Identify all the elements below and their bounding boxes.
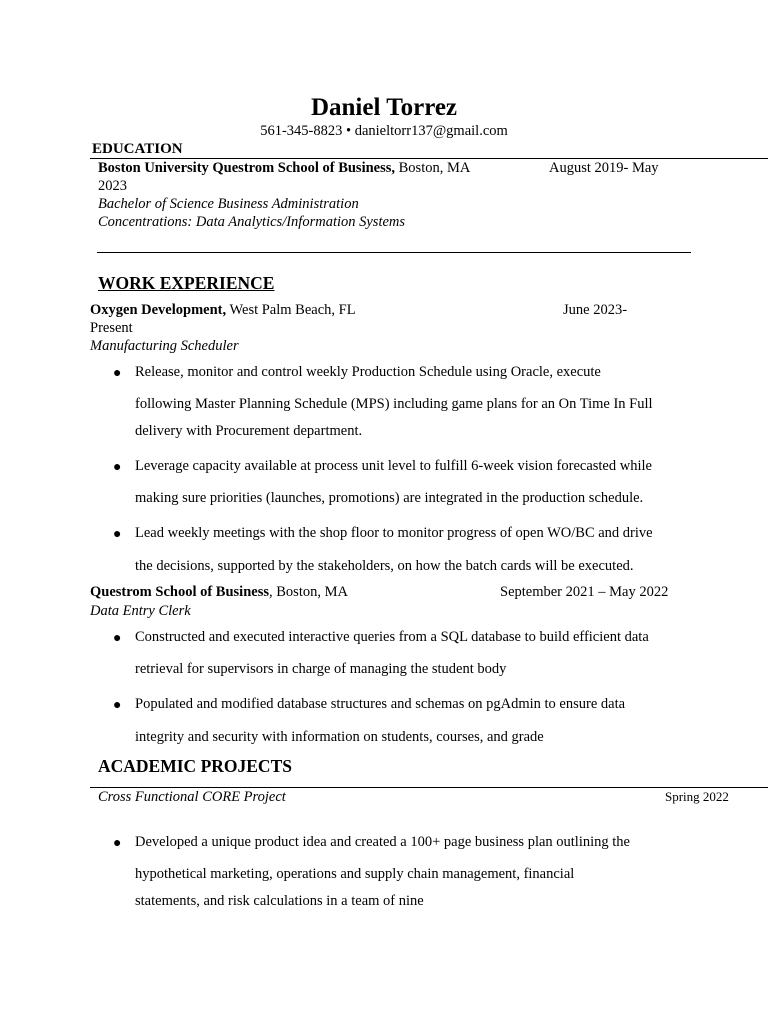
bullet-icon: ●: [113, 631, 122, 646]
projects-heading: ACADEMIC PROJECTS: [98, 756, 292, 776]
job-dates-cont: Present: [90, 320, 133, 336]
bullet-text: Release, monitor and control weekly Production Schedule using Oracle, execute: [135, 364, 601, 380]
bullet-icon: ●: [113, 527, 122, 542]
job-company-line: [90, 584, 348, 601]
job-dates: September 2021 – May 2022: [500, 584, 669, 600]
job-title: Manufacturing Scheduler: [90, 338, 239, 354]
bullet-icon: ●: [113, 836, 122, 851]
education-heading: EDUCATION: [92, 141, 183, 157]
bullet-text: Constructed and executed interactive queries from a SQL database to build efficient data: [135, 629, 649, 645]
education-school-line: [98, 160, 470, 177]
bullet-text: hypothetical marketing, operations and supply chain management, financial: [135, 866, 575, 882]
project-title: Cross Functional CORE Project: [98, 789, 286, 805]
education-degree: Bachelor of Science Business Administration: [98, 196, 359, 212]
bullet-text: the decisions, supported by the stakeholders, on how the batch cards will be executed.: [135, 558, 634, 574]
bullet-text: making sure priorities (launches, promotions) are integrated in the production schedule.: [135, 490, 644, 506]
job-dates: June 2023-: [563, 302, 628, 318]
resume-name: Daniel Torrez: [310, 94, 458, 121]
projects-divider: [90, 787, 768, 788]
education-location: Boston, MA: [395, 160, 471, 176]
bullet-text: following Master Planning Schedule (MPS) including game plans for an On Time In Full: [135, 396, 653, 412]
education-school: Boston University Questrom School of Business,: [98, 160, 396, 176]
job-location: West Palm Beach, FL: [226, 302, 356, 318]
bullet-text: Leverage capacity available at process unit level to fulfill 6-week vision forecasted while: [135, 458, 652, 474]
job-company-line: [90, 302, 356, 319]
work-heading: WORK EXPERIENCE: [98, 273, 275, 293]
education-dates: August 2019- May: [549, 160, 659, 176]
project-dates: Spring 2022: [665, 789, 729, 804]
bullet-icon: ●: [113, 460, 122, 475]
job-company: Oxygen Development,: [90, 302, 227, 318]
job-title: Data Entry Clerk: [90, 603, 191, 619]
bullet-icon: ●: [113, 366, 122, 381]
bullet-text: Populated and modified database structures and schemas on pgAdmin to ensure data: [135, 696, 626, 712]
bullet-text: Lead weekly meetings with the shop floor to monitor progress of open WO/BC and drive: [135, 525, 653, 541]
contact-line: 561-345-8823 • danieltorr137@gmail.com: [260, 123, 508, 139]
education-dates-cont: 2023: [98, 178, 127, 194]
bullet-text: retrieval for supervisors in charge of managing the student body: [135, 661, 507, 677]
education-concentrations: Concentrations: Data Analytics/Information Systems: [98, 214, 406, 230]
bullet-text: integrity and security with information on students, courses, and grade: [135, 729, 544, 745]
bullet-icon: ●: [113, 698, 122, 713]
bullet-text: delivery with Procurement department.: [135, 423, 363, 439]
bullet-text: Developed a unique product idea and created a 100+ page business plan outlining the: [135, 834, 630, 850]
section-divider: [97, 252, 691, 253]
education-divider: [90, 158, 768, 159]
bullet-text: statements, and risk calculations in a team of nine: [135, 893, 424, 909]
job-company: Questrom School of Business: [90, 584, 269, 600]
job-location: , Boston, MA: [269, 584, 348, 600]
